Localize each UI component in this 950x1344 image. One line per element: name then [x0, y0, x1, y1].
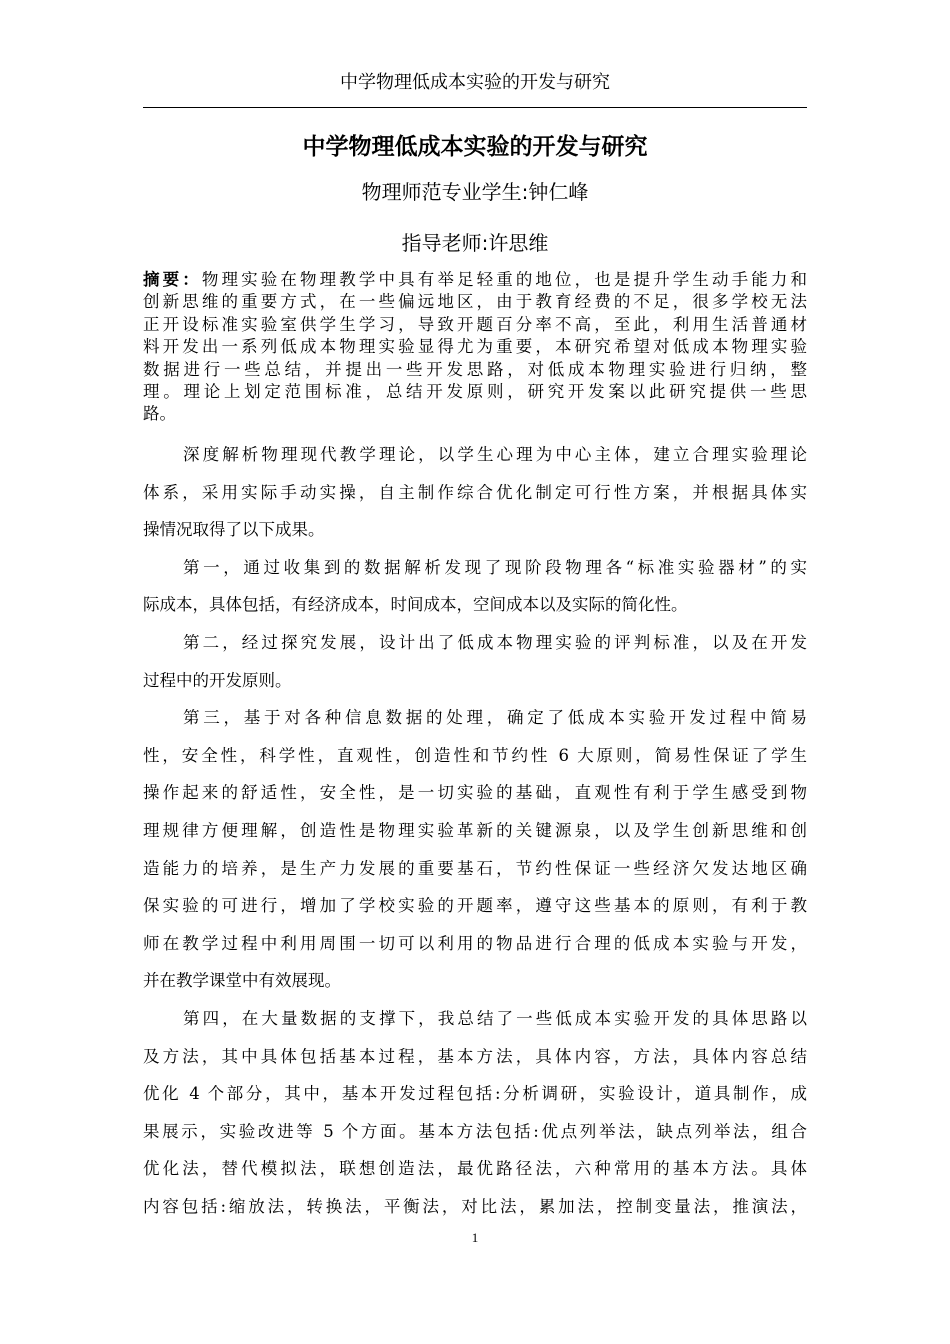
- abstract-line-text: 路。: [143, 404, 176, 424]
- abstract-line-text: 物理实验在物理教学中具有举足轻重的地位，也是提升学生动手能力和: [201, 270, 808, 289]
- body-line: 性，安全性，科学性，直观性，创造性和节约性 6 大原则，简易性保证了学生: [143, 745, 807, 765]
- body-line: 造能力的培养，是生产力发展的重要基石，节约性保证一些经济欠发达地区确: [143, 858, 807, 878]
- body-line: 第一，通过收集到的数据解析发现了现阶段物理各“标准实验器材”的实: [183, 557, 807, 577]
- abstract-line: [143, 288, 807, 312]
- body-line: 操情况取得了以下成果。: [143, 520, 325, 540]
- body-line: 师在教学过程中利用周围一切可以利用的物品进行合理的低成本实验与开发，: [143, 933, 807, 953]
- body-line: 果展示，实验改进等 5 个方面。基本方法包括:优点列举法，缺点列举法，组合: [143, 1121, 807, 1141]
- body-line: 第四，在大量数据的支撑下，我总结了一些低成本实验开发的具体思路以: [183, 1009, 807, 1028]
- body-line: 保实验的可进行，增加了学校实验的开题率，遵守这些基本的原则，有利于教: [143, 896, 807, 916]
- abstract-line: [143, 311, 807, 335]
- body-line: 际成本，具体包括，有经济成本，时间成本，空间成本以及实际的简化性。: [143, 595, 688, 615]
- body-line: 第二，经过探究发展，设计出了低成本物理实验的评判标准，以及在开发: [183, 633, 807, 652]
- body-line: 体系，采用实际手动实操，自主制作综合优化制定可行性方案，并根据具体实: [143, 482, 807, 502]
- abstract-line: [143, 378, 807, 402]
- body-line: 第三，基于对各种信息数据的处理，确定了低成本实验开发过程中简易: [183, 708, 807, 728]
- document-title: 中学物理低成本实验的开发与研究: [302, 134, 648, 160]
- body-line: 内容包括:缩放法，转换法，平衡法，对比法，累加法，控制变量法，推演法，: [143, 1197, 807, 1216]
- body-line: 并在教学课堂中有效展现。: [143, 971, 341, 991]
- body-line: 优化 4 个部分，其中，基本开发过程包括:分析调研，实验设计，道具制作，成: [143, 1084, 807, 1104]
- abstract-line-text: 理。理论上划定范围标准，总结开发原则，研究开发案以此研究提供一些思: [143, 382, 807, 401]
- abstract-line: [143, 356, 807, 380]
- body-line: 过程中的开发原则。: [143, 670, 292, 690]
- page-number: 1: [471, 1230, 479, 1245]
- author-line: 物理师范专业学生:钟仁峰: [361, 180, 589, 204]
- body-line: 优化法，替代模拟法，联想创造法，最优路径法，六种常用的基本方法。具体: [143, 1159, 807, 1179]
- body-line: 理规律方便理解，创造性是物理实验革新的关键源泉，以及学生创新思维和创: [143, 821, 807, 840]
- abstract-line-text: 正开设标准实验室供学生学习，导致开题百分率不高，至此，利用生活普通材: [143, 314, 807, 334]
- abstract-line: [143, 266, 807, 290]
- abstract-line: [143, 400, 807, 424]
- running-header: 中学物理低成本实验的开发与研究: [340, 72, 610, 93]
- body-line: 及方法，其中具体包括基本过程，基本方法，具体内容，方法，具体内容总结: [143, 1046, 807, 1066]
- abstract-line-text: 创新思维的重要方式，在一些偏远地区，由于教育经费的不足，很多学校无法: [143, 292, 807, 312]
- abstract-label: 摘要：: [143, 270, 202, 289]
- header-rule: [143, 107, 807, 108]
- abstract-line-text: 料开发出一系列低成本物理实验显得尤为重要，本研究希望对低成本物理实验: [143, 337, 807, 357]
- abstract-line-text: 数据进行一些总结，并提出一些开发思路，对低成本物理实验进行归纳，整: [143, 359, 807, 379]
- abstract-line: [143, 333, 807, 357]
- body-line: 操作起来的舒适性，安全性，是一切实验的基础，直观性有利于学生感受到物: [143, 783, 807, 803]
- body-line: 深度解析物理现代教学理论，以学生心理为中心主体，建立合理实验理论: [183, 445, 807, 464]
- advisor-line: 指导老师:许思维: [401, 231, 549, 255]
